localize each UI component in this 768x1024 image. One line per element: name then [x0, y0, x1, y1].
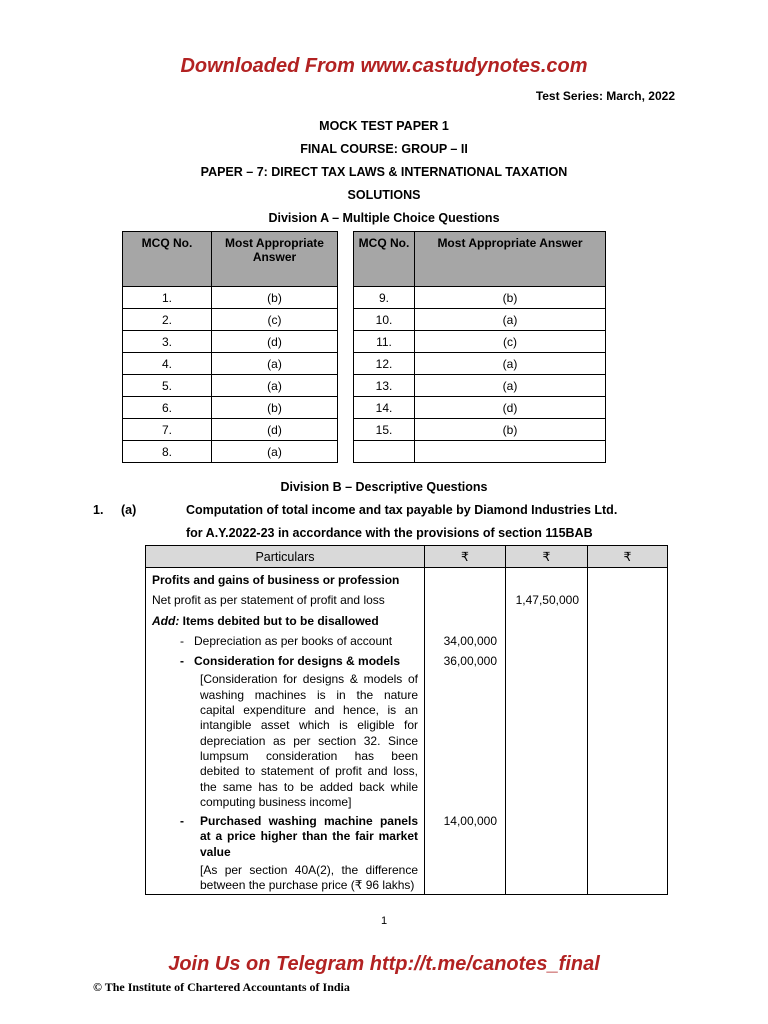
mcq-number: 14.	[354, 397, 415, 419]
mcq-number: 3.	[123, 331, 212, 353]
course-title: FINAL COURSE: GROUP – II	[300, 142, 468, 156]
depreciation-item: - Depreciation as per books of account	[180, 633, 393, 648]
mcq-table-left	[122, 231, 338, 463]
mcq-answer: (a)	[415, 375, 606, 397]
mcq-answer: (a)	[212, 441, 338, 463]
table-row	[123, 309, 338, 331]
mcq-no-header: MCQ No.	[354, 232, 415, 287]
mcq-answer: (d)	[415, 397, 606, 419]
mcq-answer: (c)	[415, 331, 606, 353]
table-row	[123, 441, 338, 463]
mcq-answer: (b)	[415, 287, 606, 309]
table-row	[123, 331, 338, 353]
table-row	[354, 287, 606, 309]
computation-table	[145, 545, 668, 895]
test-series-label: Test Series: March, 2022	[535, 89, 675, 103]
telegram-banner[interactable]: Join Us on Telegram http://t.me/canotes_final	[168, 953, 600, 975]
designs-value: 36,00,000	[443, 654, 497, 669]
computation-heading-line2: for A.Y.2022-23 in accordance with the provisions of section 115BAB	[186, 526, 593, 540]
division-a-heading: Division A – Multiple Choice Questions	[268, 211, 500, 225]
mcq-answer: (c)	[212, 309, 338, 331]
mcq-answer: (a)	[212, 353, 338, 375]
mcq-answer: (a)	[415, 353, 606, 375]
table-row	[354, 309, 606, 331]
currency-header: ₹	[425, 546, 506, 568]
panels-item: - Purchased washing machine panels at a price higher than the fair market value	[180, 814, 418, 859]
computation-heading-line1: Computation of total income and tax payable by Diamond Industries Ltd.	[186, 503, 618, 517]
mcq-number: 6.	[123, 397, 212, 419]
mcq-number: 4.	[123, 353, 212, 375]
mcq-number: 2.	[123, 309, 212, 331]
table-row	[123, 287, 338, 309]
table-row	[354, 397, 606, 419]
net-profit-label: Net profit as per statement of profit and loss	[152, 593, 385, 608]
division-b-heading: Division B – Descriptive Questions	[280, 480, 488, 494]
depreciation-value: 34,00,000	[443, 633, 497, 648]
answer-header: Most Appropriate Answer	[415, 232, 606, 287]
mcq-answer	[415, 441, 606, 463]
question-number: 1.	[93, 503, 104, 517]
mcq-number: 8.	[123, 441, 212, 463]
particulars-header: Particulars	[146, 546, 425, 568]
page-number: 1	[380, 915, 388, 927]
solutions-title: SOLUTIONS	[347, 188, 421, 202]
table-row	[123, 375, 338, 397]
mcq-number: 7.	[123, 419, 212, 441]
question-part: (a)	[121, 503, 137, 517]
table-row	[354, 441, 606, 463]
pgbp-heading: Profits and gains of business or profession	[152, 573, 400, 587]
mcq-no-header: MCQ No.	[123, 232, 212, 287]
panels-value: 14,00,000	[443, 814, 497, 829]
mock-test-title: MOCK TEST PAPER 1	[319, 119, 449, 133]
mcq-answer: (a)	[415, 309, 606, 331]
table-row	[123, 419, 338, 441]
panels-note: [As per section 40A(2), the difference between the purchase price (₹ 96 lakhs)	[200, 863, 418, 893]
designs-note: [Consideration for designs & models of washing machines is in the nature capital expenditure and hence, is an intangible asset which is eligible for depreciation as per section 32. Since lumpsum consideration has been debited to statement of profit and loss, the same has to be added back while computing business income]	[200, 672, 418, 809]
currency-header: ₹	[506, 546, 588, 568]
mcq-answer: (b)	[212, 397, 338, 419]
table-row	[146, 568, 668, 895]
mcq-number: 12.	[354, 353, 415, 375]
mcq-answer: (d)	[212, 331, 338, 353]
mcq-number: 5.	[123, 375, 212, 397]
table-row	[123, 353, 338, 375]
mcq-number: 9.	[354, 287, 415, 309]
table-row	[354, 419, 606, 441]
table-row	[354, 353, 606, 375]
mcq-answer: (b)	[415, 419, 606, 441]
table-row	[354, 331, 606, 353]
mcq-table-right	[353, 231, 606, 463]
copyright-text: © The Institute of Chartered Accountants of India	[93, 980, 350, 994]
mcq-number: 1.	[123, 287, 212, 309]
mcq-number: 10.	[354, 309, 415, 331]
mcq-number	[354, 441, 415, 463]
table-row	[354, 375, 606, 397]
answer-header: Most Appropriate Answer	[212, 232, 338, 287]
mcq-number: 11.	[354, 331, 415, 353]
mcq-answer: (b)	[212, 287, 338, 309]
designs-item: - Consideration for designs & models	[180, 654, 401, 669]
download-source-banner[interactable]: Downloaded From www.castudynotes.com	[180, 55, 588, 77]
paper-title: PAPER – 7: DIRECT TAX LAWS & INTERNATIONAL TAXATION	[200, 165, 568, 179]
mcq-number: 13.	[354, 375, 415, 397]
mcq-number: 15.	[354, 419, 415, 441]
currency-header: ₹	[588, 546, 668, 568]
table-row	[123, 397, 338, 419]
mcq-answer: (a)	[212, 375, 338, 397]
net-profit-value: 1,47,50,000	[515, 593, 579, 608]
add-items-label: Add: Items debited but to be disallowed	[152, 613, 379, 628]
mcq-answer: (d)	[212, 419, 338, 441]
